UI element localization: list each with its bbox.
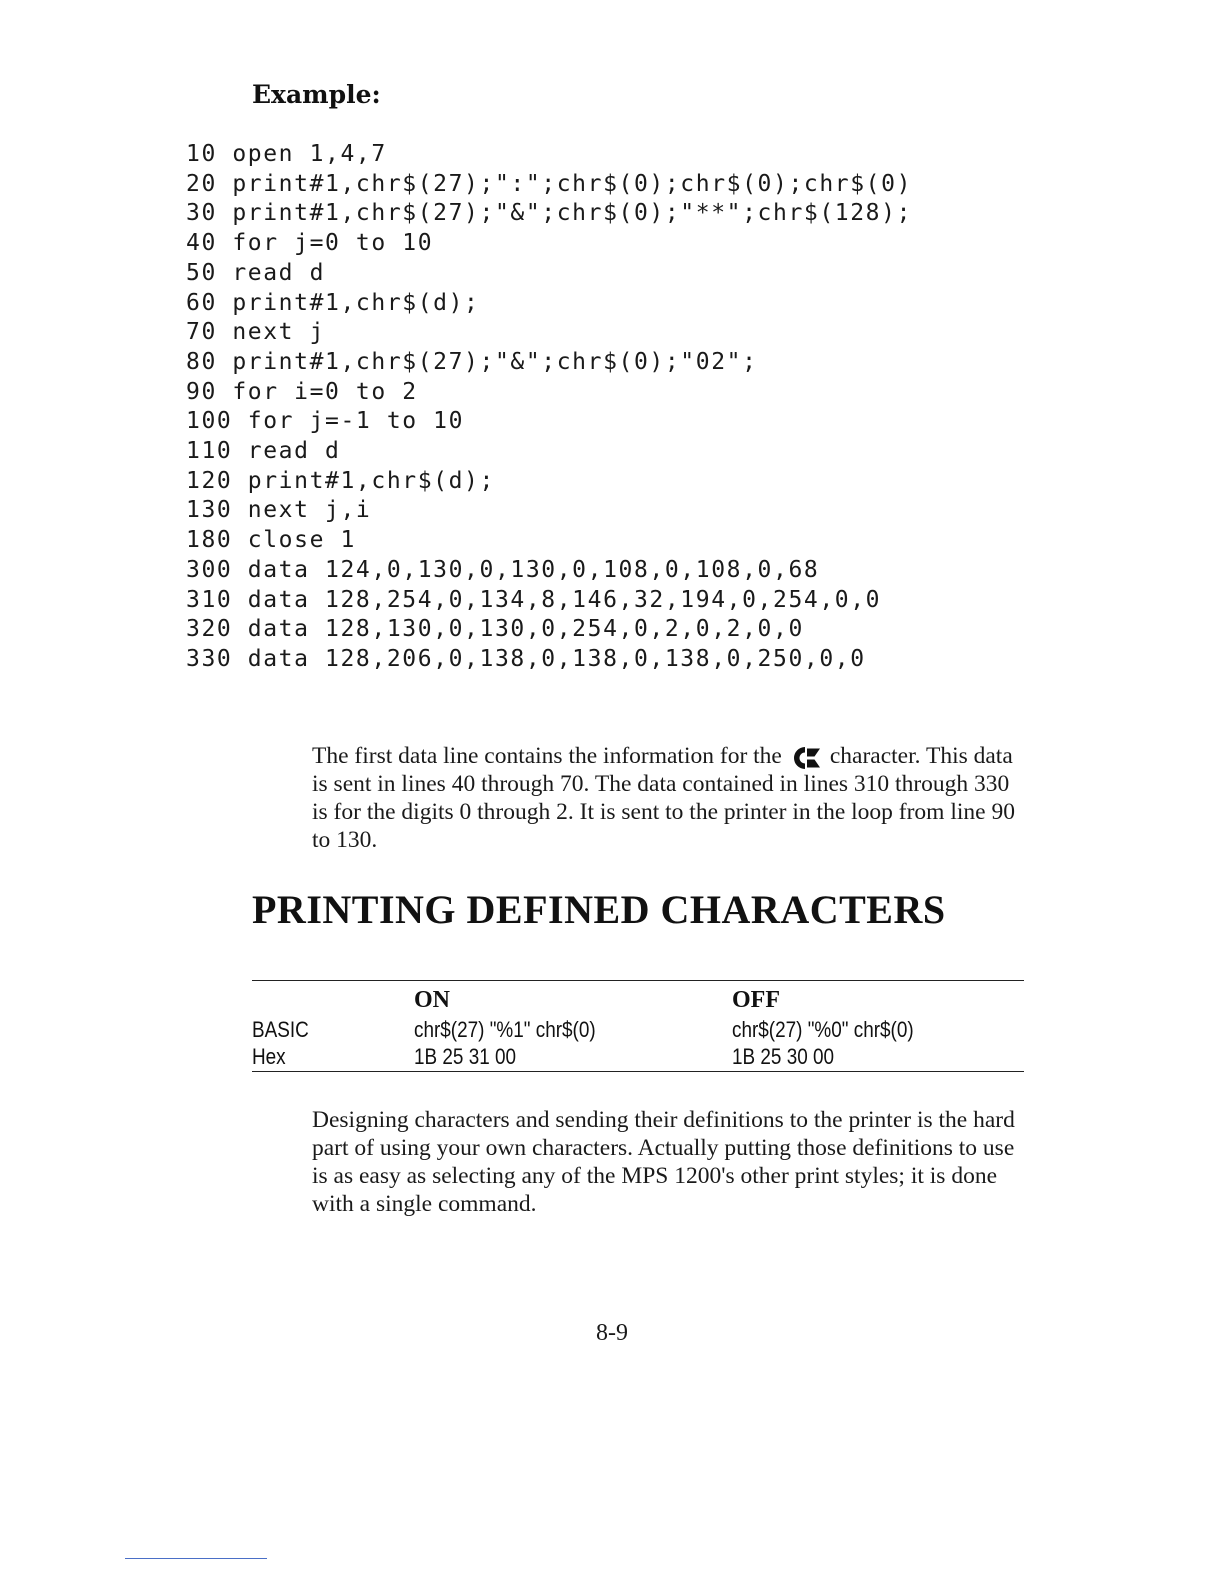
code-line: 70 next j xyxy=(186,319,326,346)
code-line: 40 for j=0 to 10 xyxy=(186,230,434,257)
table-row-basic xyxy=(252,1017,1024,1044)
section-title: PRINTING DEFINED CHARACTERS xyxy=(252,887,946,932)
table-row-hex xyxy=(252,1044,1024,1071)
code-line: 90 for i=0 to 2 xyxy=(186,378,418,405)
page-number: 8-9 xyxy=(596,1320,628,1346)
code-listing xyxy=(186,140,912,675)
table-header-row xyxy=(252,981,1024,1017)
code-line: 330 data 128,206,0,138,0,138,0,138,0,250,0,0 xyxy=(186,645,866,672)
explanation-paragraph xyxy=(312,742,1028,854)
code-line: 310 data 128,254,0,134,8,146,32,194,0,254,0,0 xyxy=(186,586,882,613)
code-line: 100 for j=-1 to 10 xyxy=(186,408,465,435)
bottom-rule xyxy=(125,1558,267,1559)
code-line: 130 next j,i xyxy=(186,497,372,524)
commodore-logo-icon xyxy=(792,746,822,770)
table-header-on: ON xyxy=(414,987,450,1013)
table-cell-label: Hex xyxy=(252,1044,286,1069)
table-cell-label: BASIC xyxy=(252,1017,309,1042)
table-cell-on: chr$(27) "%1" chr$(0) xyxy=(414,1017,596,1042)
command-table xyxy=(252,980,1024,1072)
table-cell-off: chr$(27) "%0" chr$(0) xyxy=(732,1017,914,1042)
code-line: 60 print#1,chr$(d); xyxy=(186,289,480,316)
explanation-text-before-logo: The first data line contains the information for the xyxy=(312,743,782,769)
code-line: 320 data 128,130,0,130,0,254,0,2,0,2,0,0 xyxy=(186,616,804,643)
code-line: 110 read d xyxy=(186,438,341,465)
usage-paragraph: Designing characters and sending their definitions to the printer is the hard part of using your own characters. Actually putting those definitions to use is as easy as selecting any of the MPS 1200's other print styles; it is done with a single command. xyxy=(312,1107,1015,1217)
code-line: 10 open 1,4,7 xyxy=(186,141,387,167)
code-line: 50 read d xyxy=(186,259,326,286)
code-line: 20 print#1,chr$(27);":";chr$(0);chr$(0);chr$(0) xyxy=(186,170,913,197)
table-header-off: OFF xyxy=(732,987,780,1013)
code-line: 120 print#1,chr$(d); xyxy=(186,467,495,494)
code-line: 180 close 1 xyxy=(186,527,356,554)
table-cell-off: 1B 25 30 00 xyxy=(732,1044,835,1069)
code-line: 300 data 124,0,130,0,130,0,108,0,108,0,68 xyxy=(186,556,820,583)
explanation-text-after-logo: character. This data is sent in lines 40 through 70. The data contained in lines 310 through 330 is for the digits 0 through 2. It is sent to the printer in the loop from line 90 to 130. xyxy=(312,743,1015,853)
example-heading: Example: xyxy=(252,80,381,109)
code-line: 30 print#1,chr$(27);"&";chr$(0);"**";chr$(128); xyxy=(186,200,913,227)
table-cell-on: 1B 25 31 00 xyxy=(414,1044,517,1069)
code-line: 80 print#1,chr$(27);"&";chr$(0);"02"; xyxy=(186,348,758,375)
